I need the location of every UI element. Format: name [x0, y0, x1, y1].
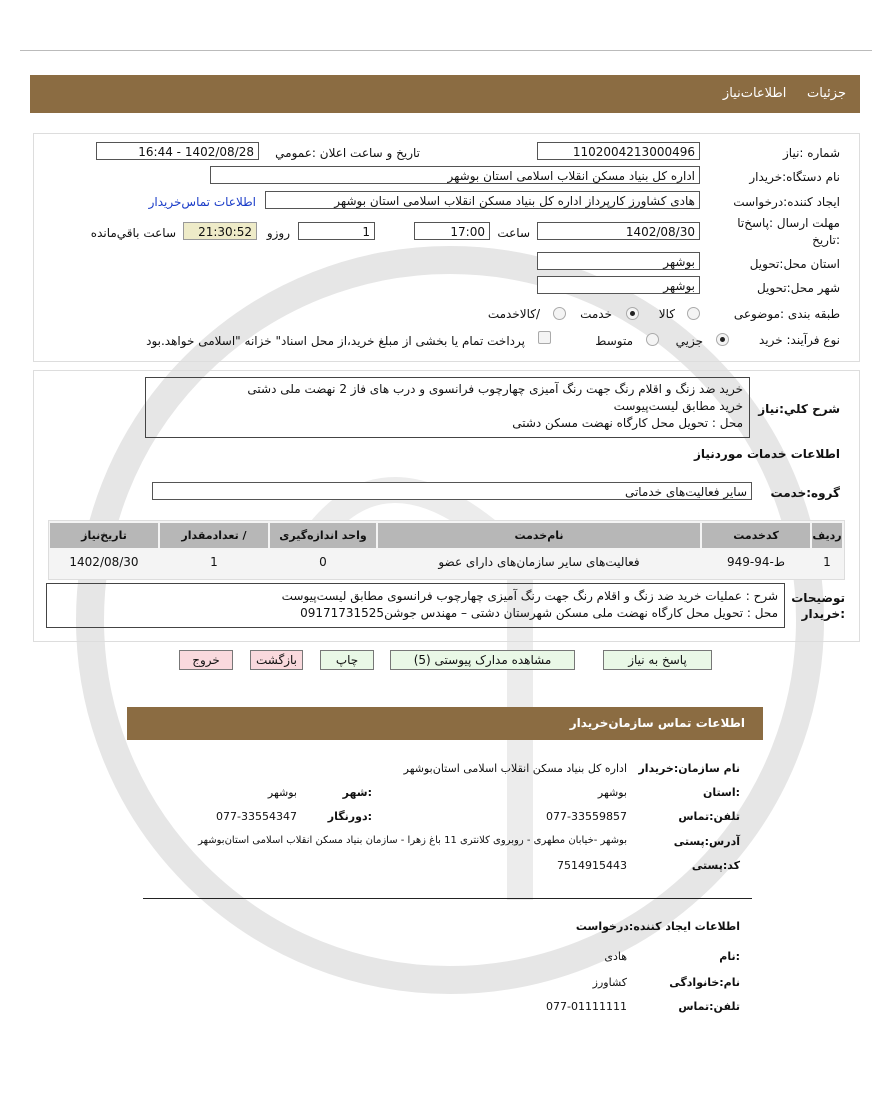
print-button[interactable]: چاپ — [320, 650, 374, 670]
buyer-contact-link[interactable]: اطلاعات تماس‌خریدار — [148, 195, 256, 209]
province-label: استان محل:تحویل — [749, 257, 840, 271]
org-label: نام سازمان:خریدار — [638, 762, 740, 775]
province-label: :استان — [703, 786, 740, 799]
process-option-minor: جزيي — [675, 334, 703, 348]
category-label: طبقه بندی :موضوعی — [733, 307, 840, 321]
cell-service-name: فعالیت‌های سایر سازمان‌های دارای عضو — [438, 555, 640, 569]
treasury-checkbox[interactable] — [538, 331, 551, 344]
deadline-label-2: :تاریخ — [812, 233, 840, 247]
top-divider — [20, 50, 872, 51]
creator-field: هادی کشاورز کارپرداز اداره کل بنیاد مسکن انقلاب اسلامی استان بوشهر — [265, 191, 700, 209]
buyer-org-field: اداره کل بنیاد مسکن انقلاب اسلامی استان بوشهر — [210, 166, 700, 184]
fax-value: 077-33554347 — [216, 810, 297, 823]
deadline-time-field: 17:00 — [414, 222, 490, 240]
address-value: بوشهر -خیابان مطهری - روبروی کلانتری 11 باغ زهرا - سازمان بنیاد مسکن انقلاب اسلامی استان‌بوشهر — [198, 835, 627, 846]
reply-button[interactable]: پاسخ به نیاز — [603, 650, 712, 670]
header-bar — [30, 75, 860, 113]
tab-need-info[interactable]: اطلاعات‌نیاز — [722, 86, 787, 101]
creator-phone-label: تلفن:تماس — [678, 1000, 740, 1013]
days-field: 1 — [298, 222, 375, 240]
treasury-note: پرداخت تمام یا بخشی از مبلغ خرید،از محل اسناد" خزانه "اسلامی خواهد.بود — [146, 334, 525, 348]
column-header: کدخدمت — [702, 523, 810, 548]
postal-value: 7514915443 — [557, 859, 627, 872]
need-number-field: 1102004213000496 — [537, 142, 700, 160]
phone-label: تلفن:تماس — [678, 810, 740, 823]
city-field: بوشهر — [537, 276, 700, 294]
column-header: واحد اندازه‌گیری — [270, 523, 376, 548]
description-line: محل : تحویل محل کارگاه نهضت مسکن دشتی — [512, 416, 743, 430]
view-attachments-button[interactable]: مشاهده مدارک پیوستی (5) — [390, 650, 575, 670]
column-header: ردیف — [812, 523, 842, 548]
category-radio-goods-service[interactable] — [553, 307, 566, 320]
description-label: شرح کلي:نیاز — [758, 402, 840, 416]
creator-name-value: هادی — [604, 950, 627, 963]
exit-button[interactable]: خروج — [179, 650, 233, 670]
category-radio-goods[interactable] — [687, 307, 700, 320]
org-value: اداره کل بنیاد مسکن انقلاب اسلامی استان‌بوشهر — [403, 762, 627, 775]
remaining-label: ساعت باقي‌مانده — [90, 226, 176, 240]
category-option-goods: کالا — [658, 307, 675, 321]
process-label: نوع فرآیند: خرید — [759, 333, 840, 347]
announce-label: تاریخ و ساعت اعلان :عمومي — [275, 146, 420, 160]
address-label: آدرس:پستی — [673, 835, 740, 848]
buyer-notes-label: توضیحات — [791, 591, 845, 605]
creator-family-value: کشاورز — [592, 976, 627, 989]
time-label: ساعت — [497, 226, 530, 240]
creator-label: ایجاد کننده:درخواست — [733, 195, 840, 209]
city-value: بوشهر — [267, 786, 297, 799]
postal-label: کد:پستی — [691, 859, 740, 872]
services-heading: اطلاعات خدمات موردنیاز — [693, 447, 840, 461]
back-button[interactable]: بازگشت — [250, 650, 303, 670]
deadline-label: مهلت ارسال :پاسخ‌تا — [737, 216, 840, 230]
column-header: / تعدادمقدار — [160, 523, 268, 548]
process-option-medium: متوسط — [595, 334, 633, 348]
process-radio-medium[interactable] — [646, 333, 659, 346]
city-label: شهر محل:تحویل — [756, 281, 840, 295]
contact-title-bar: اطلاعات تماس سازمان‌خریدار — [127, 707, 763, 740]
category-radio-service[interactable] — [626, 307, 639, 320]
service-group-field: سایر فعالیت‌های خدماتی — [152, 482, 752, 500]
cell-unit: 0 — [319, 555, 327, 569]
creator-family-label: نام:خانوادگی — [669, 976, 740, 989]
buyer-org-label: نام دستگاه:خریدار — [749, 170, 840, 184]
deadline-date-field: 1402/08/30 — [537, 222, 700, 240]
buyer-notes-box — [46, 583, 785, 628]
description-line: خرید ضد زنگ و اقلام رنگ جهت رنگ آمیزی چهارچوب فرانسوی و درب های فاز 2 نهضت ملی دشتی — [247, 382, 743, 396]
days-label: روزو — [266, 226, 290, 240]
creator-info-title: اطلاعات ایجاد کننده:درخواست — [575, 920, 740, 933]
process-radio-minor[interactable] — [716, 333, 729, 346]
cell-need-date: 1402/08/30 — [69, 555, 139, 569]
buyer-notes-line: محل : تحویل محل کارگاه نهضت ملی مسکن شهرستان دشتی – مهندس جوشن09171731525 — [300, 606, 778, 620]
buyer-notes-label-2: :خریدار — [801, 607, 845, 621]
description-line: خرید مطابق لیست‌پیوست — [613, 399, 743, 413]
category-option-service: خدمت — [580, 307, 612, 321]
cell-service-code: ط-94-949 — [727, 555, 785, 569]
province-field: بوشهر — [537, 252, 700, 270]
need-number-label: شماره :نیاز — [783, 146, 840, 160]
city-label: :شهر — [342, 786, 372, 799]
description-box — [145, 377, 750, 438]
category-option-goods-service: /کالاخدمت — [487, 307, 540, 321]
contact-divider — [143, 898, 752, 899]
column-header: نام‌خدمت — [378, 523, 700, 548]
cell-row-number: 1 — [823, 555, 831, 569]
tab-details[interactable]: جزئیات — [807, 86, 846, 101]
remaining-time: 21:30:52 — [183, 222, 257, 240]
fax-label: :دورنگار — [327, 810, 372, 823]
province-value: بوشهر — [597, 786, 627, 799]
announce-field: 1402/08/28 - 16:44 — [96, 142, 259, 160]
creator-name-label: :نام — [719, 950, 740, 963]
creator-phone-value: 077-01111111 — [546, 1000, 627, 1013]
cell-quantity: 1 — [210, 555, 218, 569]
phone-value: 077-33559857 — [546, 810, 627, 823]
column-header: تاریخ‌نیاز — [50, 523, 158, 548]
service-group-label: گروه:خدمت — [770, 486, 840, 500]
buyer-notes-line: شرح : عملیات خرید ضد زنگ و اقلام رنگ جهت رنگ آمیزی چهارچوب فرانسوی مطابق لیست‌پیوست — [281, 589, 778, 603]
